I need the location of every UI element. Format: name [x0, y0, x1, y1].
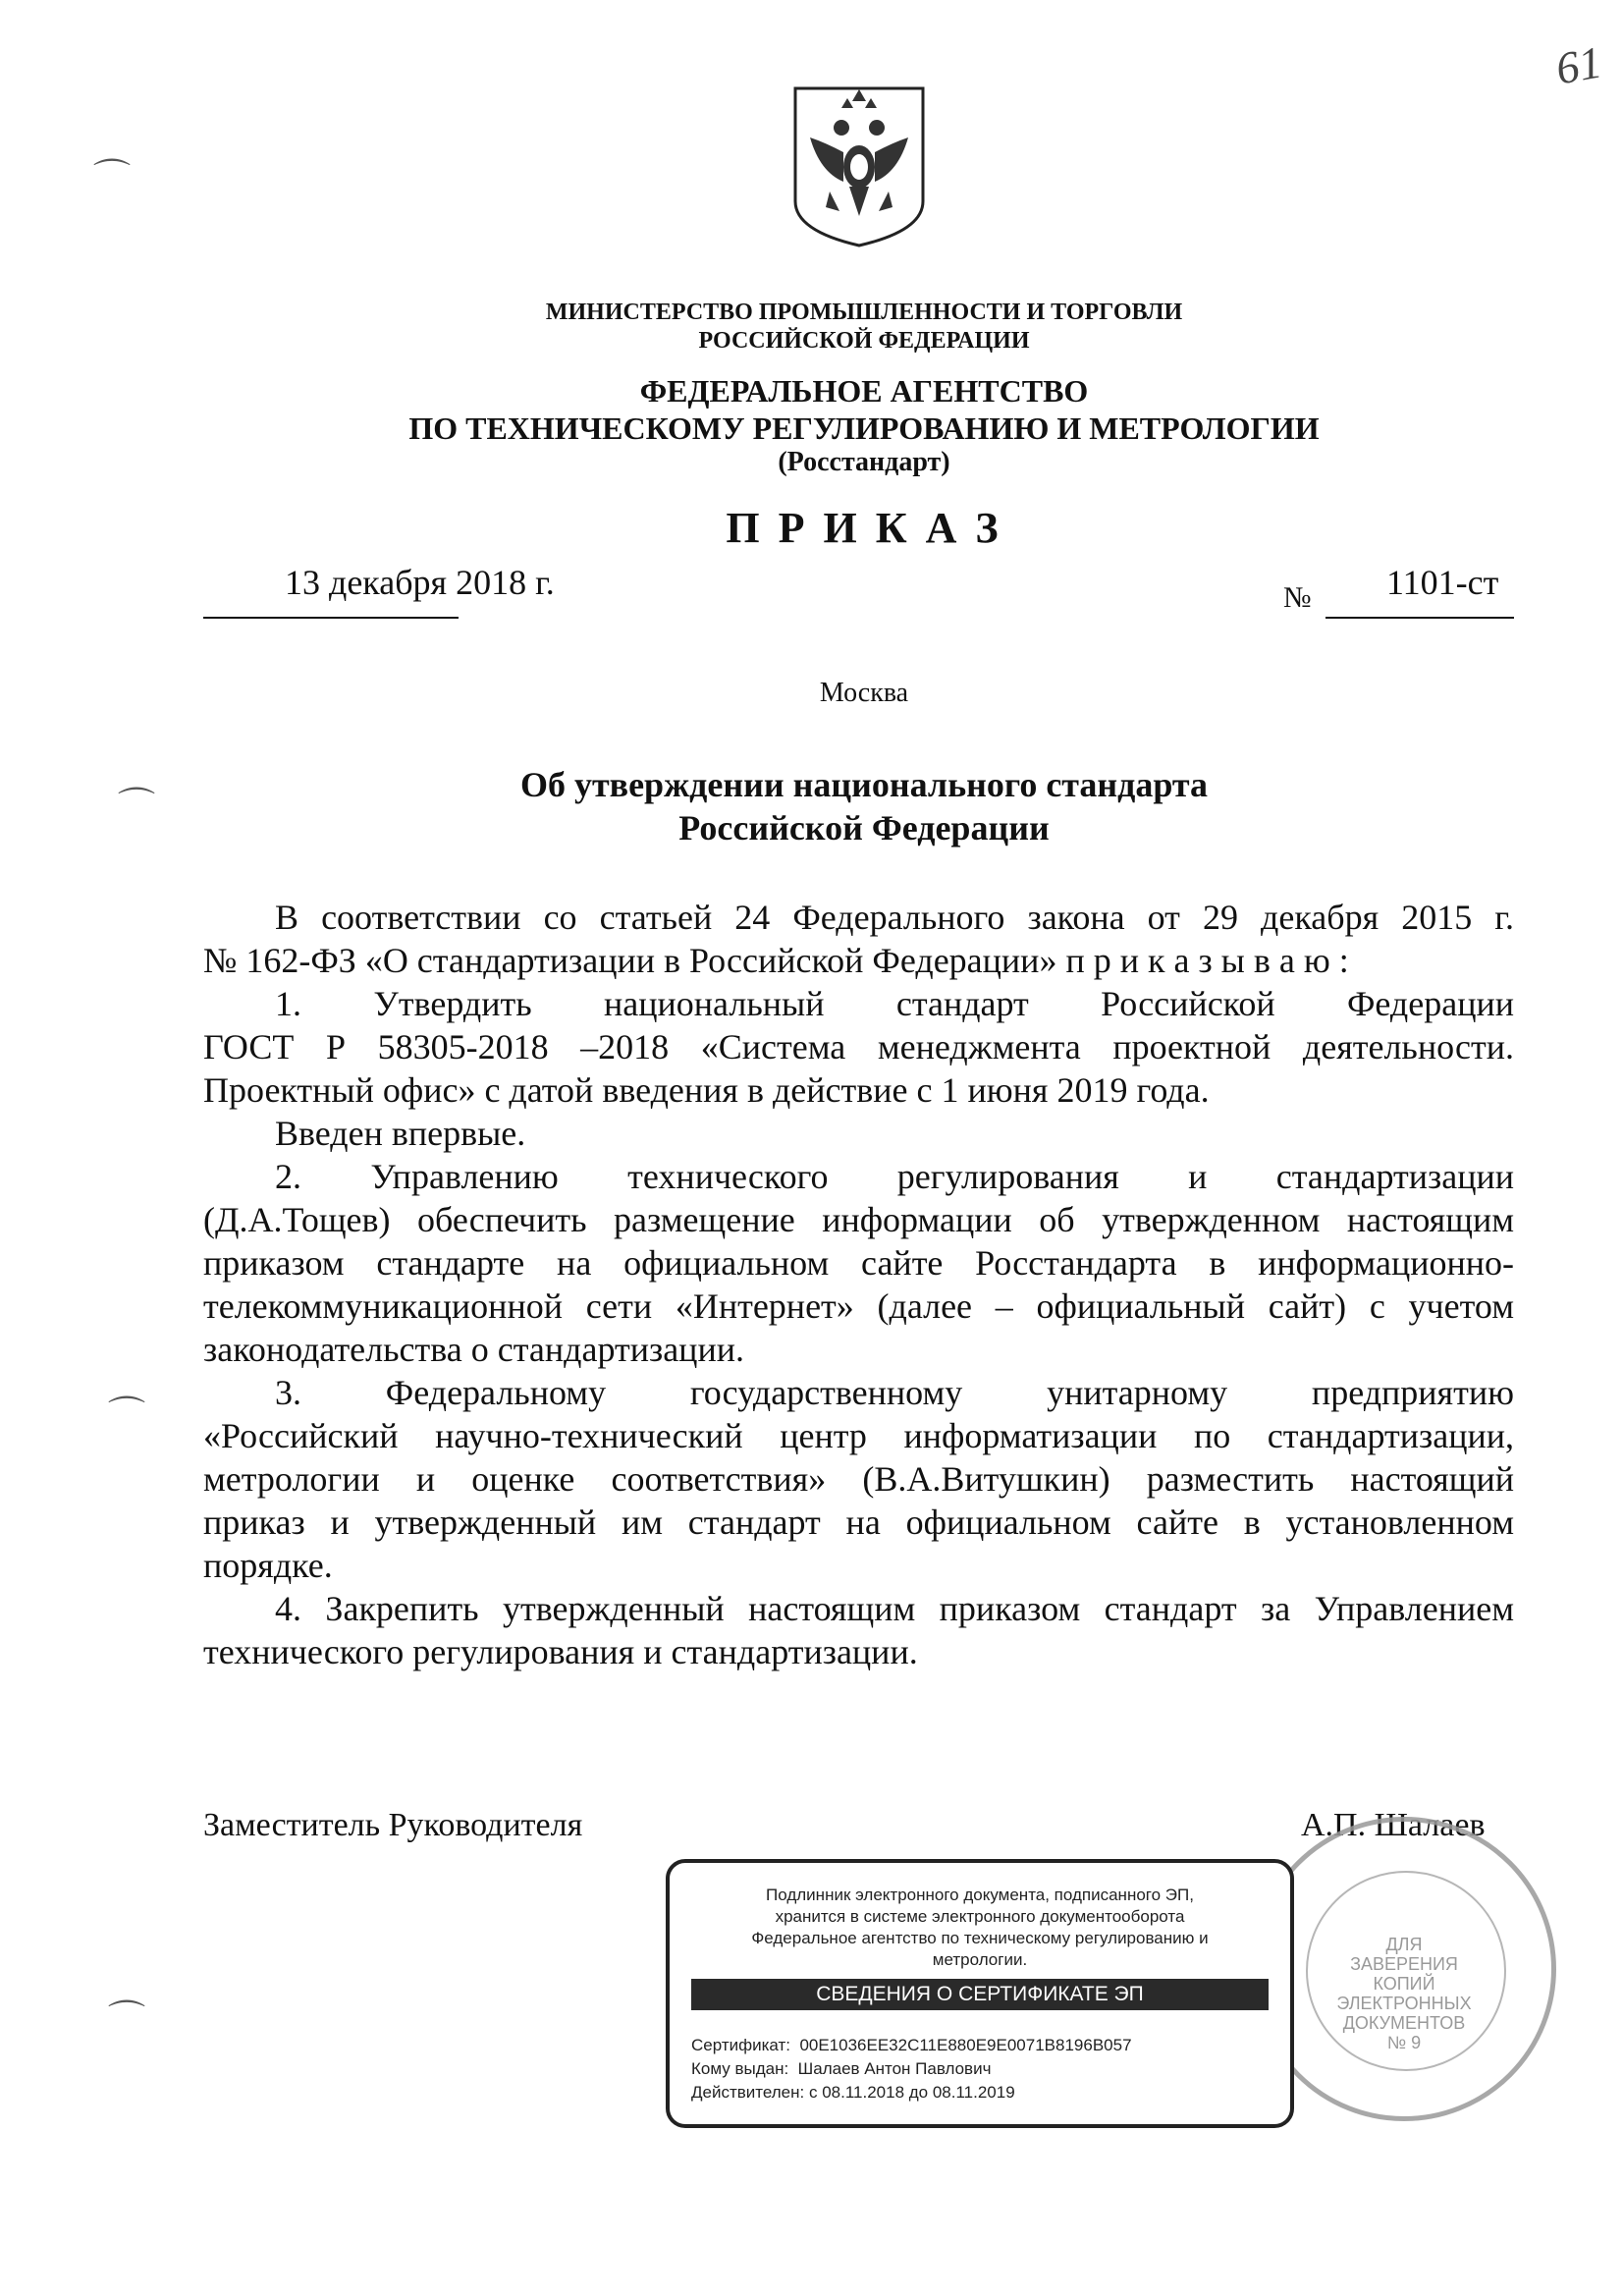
p2-line-2: (Д.А.Тощев) обеспечить размещение информации об утвержденном настоящим	[203, 1200, 1514, 1239]
e-stamp-cert-value: 00E1036EE32C11E880E9E0071B8196B057	[799, 2036, 1132, 2054]
round-stamp-line-4: ЭЛЕКТРОННЫХ	[1336, 1994, 1472, 2013]
e-stamp-line-4: метрологии.	[932, 1950, 1028, 1969]
p1-line-2: ГОСТ Р 58305-2018 –2018 «Система менеджмента проектной деятельности.	[203, 1027, 1514, 1066]
e-stamp-valid-label: Действителен:	[691, 2083, 805, 2102]
p3-line-4: приказ и утвержденный им стандарт на официальном сайте в установленном	[203, 1503, 1514, 1542]
e-stamp-issued-label: Кому выдан:	[691, 2059, 789, 2078]
p3-line-1: 3. Федеральному государственному унитарному предприятию	[275, 1373, 1514, 1412]
signatory-position: Заместитель Руководителя	[203, 1807, 583, 1843]
document-type: П Р И К А З	[726, 504, 1002, 552]
e-stamp-valid	[691, 2083, 1015, 2103]
e-stamp-issued-value: Шалаев Антон Павлович	[797, 2059, 992, 2078]
intro-line-2	[203, 939, 1514, 982]
signatory-name: А.П. Шалаев	[1301, 1807, 1486, 1843]
p1-line-3: Проектный офис» с датой введения в действие с 1 июня 2019 года.	[203, 1070, 1210, 1110]
margin-tick-mark: ⌒	[108, 1395, 146, 1437]
electronic-signature-stamp	[666, 1859, 1294, 2128]
p1-line-4: Введен впервые.	[275, 1114, 526, 1153]
e-stamp-notice	[670, 1885, 1290, 1971]
round-stamp-line-3: КОПИЙ	[1373, 1974, 1435, 1994]
coat-of-arms-icon	[790, 83, 928, 250]
city: Москва	[819, 678, 909, 708]
order-title-line-1: Об утверждении национального стандарта	[519, 765, 1209, 804]
round-stamp	[1252, 1817, 1556, 2121]
e-stamp-line-2: хранится в системе электронного документооборота	[775, 1907, 1185, 1926]
e-stamp-line-3: Федеральное агентство по техническому регулированию и	[751, 1929, 1209, 1947]
date-underline	[203, 617, 459, 619]
agency-line-2: ПО ТЕХНИЧЕСКОМУ РЕГУЛИРОВАНИЮ И МЕТРОЛОГИИ	[408, 410, 1320, 446]
e-stamp-issued	[691, 2059, 991, 2079]
e-stamp-cert	[691, 2036, 1132, 2055]
p2-line-5: законодательства о стандартизации.	[203, 1330, 744, 1369]
page-number: 61	[1551, 36, 1606, 94]
ministry-line-1: МИНИСТЕРСТВО ПРОМЫШЛЕННОСТИ И ТОРГОВЛИ	[545, 300, 1183, 325]
p4-line-1: 4. Закрепить утвержденный настоящим приказом стандарт за Управлением	[275, 1589, 1514, 1628]
margin-tick-mark: ⌒	[108, 1999, 146, 2041]
round-stamp-line-5: ДОКУМЕНТОВ	[1342, 2013, 1466, 2033]
p2-line-4: телекоммуникационной сети «Интернет» (далее – официальный сайт) с учетом	[203, 1286, 1514, 1326]
e-stamp-line-1: Подлинник электронного документа, подписанного ЭП,	[766, 1886, 1194, 1904]
margin-tick-mark: ⌒	[93, 158, 132, 199]
p4-line-2: технического регулирования и стандартизации.	[203, 1632, 918, 1671]
e-stamp-cert-label: Сертификат:	[691, 2036, 790, 2054]
intro-line-2-text: № 162-ФЗ «О стандартизации в Российской Федерации»	[203, 941, 1066, 980]
p3-line-2: «Российский научно-технический центр информатизации по стандартизации,	[203, 1416, 1514, 1455]
round-stamp-line-1: ДЛЯ	[1385, 1935, 1423, 1954]
agency-line-1: ФЕДЕРАЛЬНОЕ АГЕНТСТВО	[639, 373, 1089, 409]
p2-line-1: 2. Управлению технического регулирования и стандартизации	[275, 1157, 1514, 1196]
p2-line-3: приказом стандарте на официальном сайте Росстандарта в информационно-	[203, 1243, 1514, 1283]
order-title-line-2: Российской Федерации	[678, 808, 1050, 847]
p3-line-3: метрологии и оценке соответствия» (В.А.Витушкин) разместить настоящий	[203, 1459, 1514, 1499]
agency-line-3: (Росстандарт)	[778, 447, 950, 477]
order-date: 13 декабря 2018 г.	[285, 563, 555, 602]
e-stamp-header: СВЕДЕНИЯ О СЕРТИФИКАТЕ ЭП	[691, 1979, 1269, 2010]
number-underline	[1325, 617, 1514, 619]
margin-tick-mark: ⌒	[118, 787, 156, 828]
number-label: №	[1283, 581, 1312, 614]
intro-line-1: В соответствии со статьей 24 Федерального закона от 29 декабря 2015 г.	[275, 898, 1514, 937]
round-stamp-text	[1257, 1935, 1551, 2052]
intro-order-word: п р и к а з ы в а ю :	[1065, 941, 1349, 980]
round-stamp-line-2: ЗАВЕРЕНИЯ	[1350, 1954, 1458, 1974]
p1-line-1: 1. Утвердить национальный стандарт Российской Федерации	[275, 984, 1514, 1023]
e-stamp-valid-value: с 08.11.2018 до 08.11.2019	[808, 2083, 1015, 2102]
order-number: 1101-ст	[1386, 563, 1499, 602]
ministry-line-2: РОССИЙСКОЙ ФЕДЕРАЦИИ	[698, 328, 1030, 354]
p3-line-5: порядке.	[203, 1546, 333, 1585]
round-stamp-line-6: № 9	[1386, 2033, 1422, 2052]
